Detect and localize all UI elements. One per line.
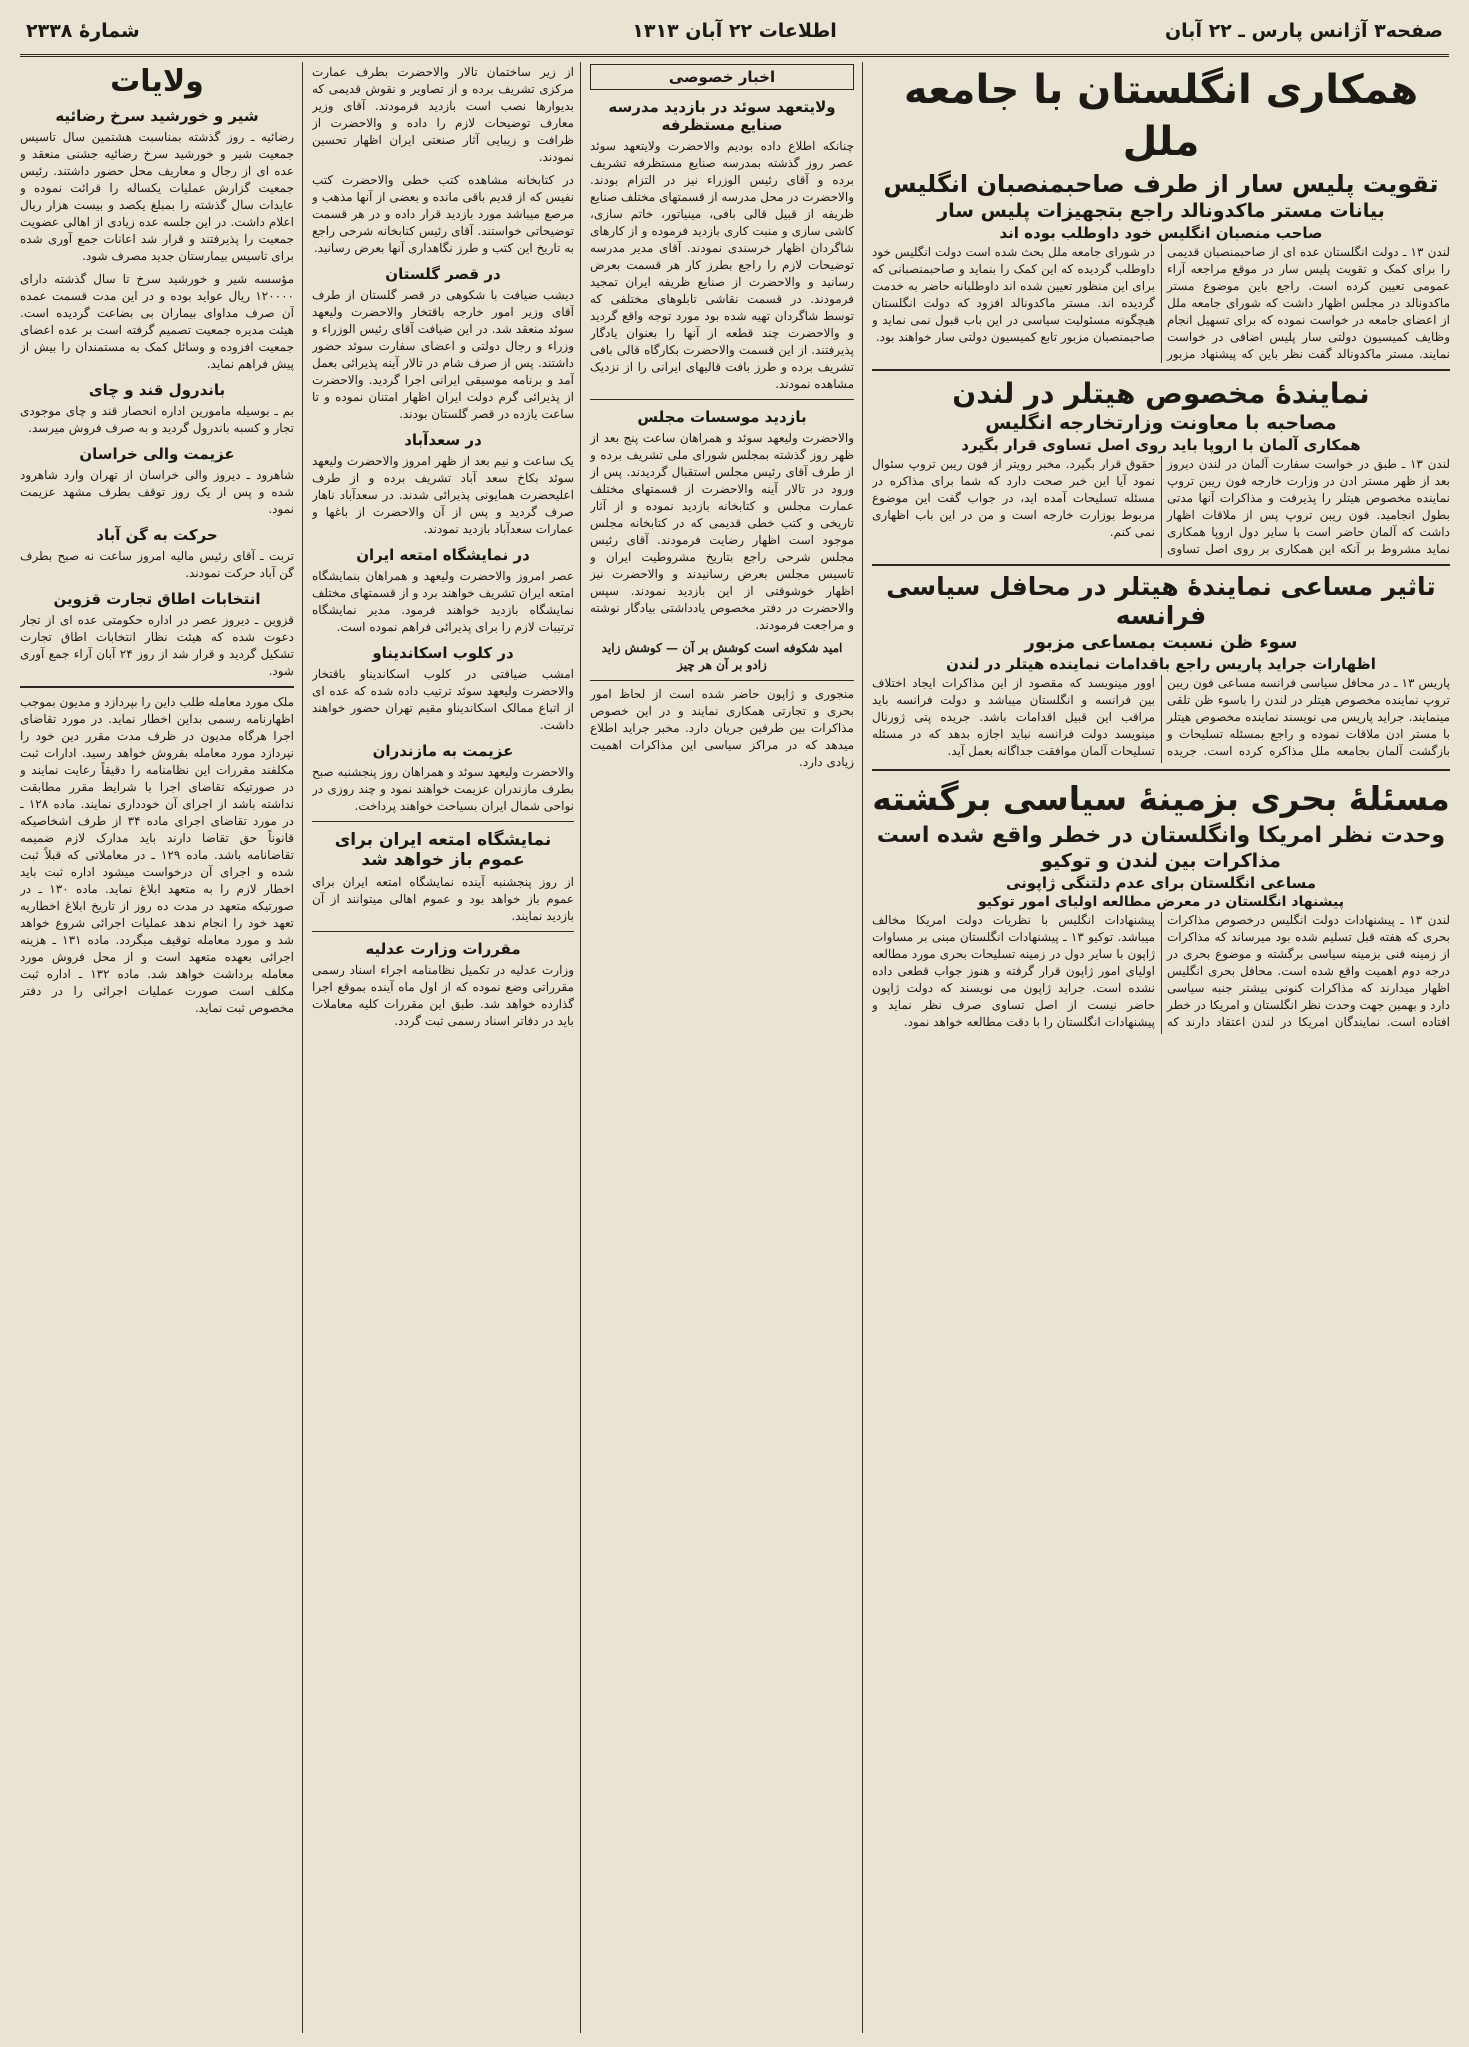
- red-lion-text: رضائیه ـ روز گذشته بمناسبت هشتمین سال تاسیس جمعیت شیر و خورشید سرخ رضائیه جشنی منعقد و عده ای از رجال و معاریف محل حضور داشتند. رئیس جمعیت گزارش عملیات یکساله را قرائت نموده و عایدات سال گذشته را بمبلغ یکصد و بیست هزار ریال اعلام داشت. در این جلسه عده زیادی از اهالی عضویت جمعیت را پذیرفتند و قرار شد اعانات جمع آوری شده برای تاسیس بیمارستان جدید مصرف شود.: [20, 130, 294, 263]
- red-lion-headline: شیر و خورشید سرخ رضائیه: [55, 107, 259, 125]
- justice-rules-headline: مقررات وزارت عدلیه: [365, 940, 521, 958]
- hitler-france-subheadline: سوء ظن نسبت بمساعی مزبور: [1024, 632, 1298, 653]
- section-separator: [872, 769, 1450, 771]
- column-divider: [580, 62, 581, 2033]
- naval-subheadline-3: مساعی انگلستان برای عدم دلتنگی ژاپونی: [1005, 874, 1316, 892]
- exhibition-open-text: از روز پنجشنبه آینده نمایشگاه امتعه ایران برای عموم باز خواهد بود و عموم اهالی میتوانند از آن بازدید نمایند.: [312, 875, 574, 923]
- section-separator: [590, 680, 854, 681]
- hitler-france-headline: تاثیر مساعی نمایندهٔ هیتلر در محافل سیاسی فرانسه: [886, 572, 1436, 630]
- museum-visit-body: [312, 64, 574, 257]
- exhibition-open-body: [312, 874, 574, 925]
- saadabad-text: یک ساعت و نیم بعد از ظهر امروز والاحضرت ولیعهد سوئد بکاخ سعد آباد تشریف برده و از طرف اعلیحضرت همایونی پذیرائی شدند. در سعدآباد ناهار صرف گردید و پس از آن والاحضرت از باغها و عمارات سعدآباد بازدید نمودند.: [312, 454, 574, 536]
- gonabad-text: تربت ـ آقای رئیس مالیه امروز ساعت نه صبح بطرف گن آباد حرکت نمودند.: [20, 549, 294, 580]
- scandinavian-club-text: امشب ضیافتی در کلوب اسکاندیناو باقتخار والاحضرت ولیعهد سوئد ترتیب داده شده که عده ای از اتباع ممالک اسکاندیناو مقیم تهران حضور خواهند داشت.: [312, 667, 574, 732]
- column-divider: [302, 62, 303, 2033]
- khorasan-governor-body: [20, 467, 294, 518]
- mazandaran-headline: عزیمت به مازندران: [372, 742, 514, 760]
- khorasan-governor-text: شاهرود ـ دیروز والی خراسان از تهران وارد شاهرود شده و پس از یک روز توقف بطرف مشهد عزیمت نمود.: [20, 468, 294, 516]
- main-subheadline-3: صاحب منصبان انگلیس خود داوطلب بوده اند: [999, 224, 1323, 242]
- hitler-france-body: [872, 675, 1450, 763]
- exhibition-headline: در نمایشگاه امتعه ایران: [356, 546, 530, 564]
- qazvin-chamber-body: [20, 612, 294, 680]
- sugar-tea-headline: باندرول قند و چای: [88, 381, 226, 399]
- mazandaran-body: [312, 764, 574, 815]
- naval-headline: مسئلهٔ بحری بزمینهٔ سیاسی برگشته: [872, 779, 1450, 818]
- naval-subheadline: وحدت نظر امریکا وانگلستان در خطر واقع شده است: [876, 823, 1446, 848]
- crown-prince-school-body: [590, 138, 854, 393]
- khorasan-governor-headline: عزیمت والی خراسان: [79, 445, 235, 463]
- qazvin-chamber-text: قزوین ـ دیروز عصر در اداره حکومتی عده ای از تجار دعوت شده که هیئت نظار انتخابات اطاق تجارت تشکیل گردید و قرار شد از روز ۲۴ آبان آراء جمع آوری شود.: [20, 613, 294, 678]
- special-news-column: [590, 64, 854, 2034]
- saadabad-body: [312, 453, 574, 538]
- exhibition-open-headline: نمایشگاه امتعه ایران برای عموم باز خواهد شد: [334, 830, 552, 870]
- hitler-envoy-headline: نمایندهٔ مخصوص هیتلر در لندن: [952, 377, 1370, 410]
- section-separator: [872, 564, 1450, 566]
- manchuria-text: منجوری و ژاپون حاضر شده است از لحاظ امور بحری و تجارتی همکاری نمایند و در این خصوص مذاکرات بین طرفین جریان دارد. مخبر جراید اطلاع میدهد که در مراکز سیاسی این مذاکرات اهمیت زیادی دارد.: [590, 687, 854, 769]
- crown-prince-school-text: چنانکه اطلاع داده بودیم والاحضرت ولایتعهد سوئد عصر روز گذشته بمدرسه صنایع مستظرفه تشریف برده و آقای رئیس الوزراء نیز در التزام بودند. والاحضرت در محل مدرسه از قسمتهای مختلف صنایع ظریفه از قبیل قالی بافی، مینیاتور، خاتم سازی، کاشی سازی و منبت کاری بازدید فرموده و از کارهای شاگردان اظهار خرسندی نمودند. آقای مدیر مدرسه توضیحات لازم را راجع بطرز کار هر قسمت بعرض رسانید و والاحضرت از صنایع ظریفه ایران تمجید فرمودند. در قسمت نقاشی تابلوهای مختلفی که توسط شاگردان تهیه شده بود مورد توجه واقع گردید و والاحضرت چند قطعه از آنها را بعنوان یادگار پذیرفتند. از این قسمت والاحضرت بکارگاه قالی بافی تشریف برده و طرز بافت قالیهای ایرانی را از نزدیک مشاهده نمودند.: [590, 139, 854, 391]
- naval-text: لندن ۱۳ ـ پیشنهادات دولت انگلیس درخصوص مذاکرات بحری که هفته قبل تسلیم شده بود میرساند که مذاکرات از زمینه فنی بزمینه سیاسی برگشته و موضوع بحری در درجه دوم اهمیت واقع شده است. محافل بحری انگلیس اظهار میدارند که مذاکرات کنونی بیشتر جنبه سیاسی دارد و بهمین جهت وحدت نظر انگلستان و امریکا در خطر افتاده است. نمایندگان امریکا در لندن اعتقاد دارند که پیشنهادات انگلیس با نظریات دولت امریکا مخالف میباشد. توکیو ۱۳ ـ پیشنهادات انگلستان مبنی بر مساوات ژاپون با سایر دول در زمینه تسلیحات بحری مورد مطالعه اولیای امور ژاپون قرار گرفته و هنوز جواب قطعی داده نشده است. جراید ژاپون می نویسند که دولت ژاپون حاضر نیست از اصل تساوی صرف نظر نماید و پیشنهادات انگلستان را با دقت مطالعه خواهد نمود.: [872, 913, 1450, 1029]
- naval-body: [872, 912, 1450, 1034]
- main-subheadline-2: بیانات مستر ماکدونالد راجع بتجهیزات پلیس سار: [937, 200, 1385, 222]
- gonabad-headline: حرکت به گن آباد: [96, 526, 218, 544]
- justice-rules-body: [312, 962, 574, 1030]
- naval-subheadline-2: مذاکرات بین لندن و توکیو: [1041, 850, 1281, 872]
- hitler-envoy-text: لندن ۱۳ ـ طبق در خواست سفارت آلمان در لندن دیروز بعد از ظهر مستر ادن در وزارت خارجه فون ریبن تروپ نماینده مخصوص هیتلر را پذیرفت و مذاکرات آنها مدتی بطول انجامید. فون ریبن تروپ پس از ملاقات اظهار داشت که آلمان حاضر است با سایر دول اروپا همکاری نماید مشروط بر آنکه این همکاری بر روی اصل تساوی حقوق قرار بگیرد. مخبر رویتر از فون ریبن تروپ سئوال نمود آیا این خبر صحت دارد که شما برای مذاکره در مسئله تسلیحات آمده اید، در جواب گفت این موضوع مربوط بوزارت خارجه است و من در این باب اظهاری نمی کنم.: [872, 457, 1450, 556]
- crown-prince-column: [312, 64, 574, 2034]
- parliament-visit-text: والاحضرت ولیعهد سوئد و همراهان ساعت پنج بعد از ظهر روز گذشته بمجلس شورای ملی تشریف برده و از طرف آقای رئیس مجلس استقبال گردیدند. پس از ورود در تالار آینه والاحضرت از قسمتهای مختلف عمارت مجلس و کتابخانه بازدید نموده و از آثار تاریخی و کتب خطی قدیمی که در کتابخانه مجلس موجود است اظهار رضایت فرمودند. آقای رئیس مجلس شرحی راجع بتاریخ مشروطیت ایران و تاسیس مجلس بعرض رسانیدند و والاحضرت نیز اظهار خوشوقتی از این بازدید نمودند. سپس والاحضرت در دفتر مخصوص یادداشتی بیادگار نوشته و مراجعت فرمودند.: [590, 431, 854, 632]
- masthead-issue-number: شمارهٔ ۲۳۳۸: [26, 20, 140, 42]
- main-story-body: [872, 244, 1450, 363]
- hitler-envoy-subheadline-2: همکاری آلمان با اروپا باید روی اصل تساوی قرار بگیرد: [961, 436, 1361, 454]
- section-separator: [312, 931, 574, 932]
- naval-subheadline-4: پیشنهاد انگلستان در معرض مطالعه اولیای امور توکیو: [978, 894, 1344, 910]
- sugar-tea-text: بم ـ بوسیله مامورین اداره انحصار قند و چای موجودی تجار و کسبه باندرول گردید و به صرف فروش میرسد.: [20, 404, 294, 435]
- masthead: [20, 10, 1449, 57]
- gonabad-body: [20, 548, 294, 582]
- hitler-envoy-body: [872, 456, 1450, 558]
- provinces-title: ولایات: [110, 64, 204, 99]
- main-story-text: لندن ۱۳ ـ دولت انگلستان عده ای از صاحبمنصبان قدیمی را برای کمک و تقویت پلیس سار در موقع مراجعه آراء عمومی تعیین کرده است. راجع باین موضوع مستر ماکدونالد در مجلس اظهار داشت که شورای جامعه ملل از اعضای جامعه در خواست نموده که برای تسهیل انجام وظایف کمیسیون دولتی سار پلیس اضافی در خواست نمایند. مستر ماکدونالد گفت نظر باین که پیشنهاد مزبور در شورای جامعه ملل بحث شده است دولت انگلیس خود داوطلب گردیده که این کمک را بنماید و صاحبمنصبانی که برای این منظور تعیین شده اند داوطلبانه حاضر به خدمت گردیده اند. مستر ماکدونالد افزود که دولت انگلستان هیچگونه مسئولیت سیاسی در این باب قبول نمی نماید و صاحبمنصبان مزبور تابع کمیسیون دولتی سار خواهند بود.: [872, 245, 1450, 361]
- special-news-title: اخبار خصوصی: [590, 64, 854, 90]
- library-visit-text: در کتابخانه مشاهده کتب خطی والاحضرت کتب نفیس که از قدیم باقی مانده و بعضی از آنها مذهب و مرصع میباشد مورد بازدید قرار داده و در هر قسمت توضیحاتی خواستند. آقای رئیس کتابخانه شرحی راجع به تاریخ این کتب و طرز نگاهداری آنها بعرض رسانید.: [312, 173, 574, 255]
- section-separator: [20, 686, 294, 688]
- provinces-column: [20, 64, 294, 2034]
- section-separator: [590, 399, 854, 400]
- column-divider: [862, 62, 863, 2033]
- golestan-body: [312, 287, 574, 423]
- red-lion-body: [20, 129, 294, 373]
- crown-prince-school-headline: ولایتعهد سوئد در بازدید مدرسه صنایع مستظرفه: [608, 98, 836, 134]
- parliament-visit-headline: بازدید موسسات مجلس: [637, 408, 807, 426]
- masthead-paper-title: اطلاعات ۲۲ آبان ۱۳۱۳: [632, 20, 837, 42]
- scandinavian-club-headline: در کلوب اسکاندیناو: [372, 644, 514, 662]
- qazvin-chamber-headline: انتخابات اطاق تجارت قزوین: [53, 590, 261, 608]
- parliament-visit-body: [590, 430, 854, 674]
- sugar-tea-body: [20, 403, 294, 437]
- golestan-text: دیشب ضیافت با شکوهی در قصر گلستان از طرف آقای وزیر امور خارجه باقتخار والاحضرت ولیعهد سوئد منعقد شد. در این ضیافت آقای رئیس الوزراء و وزراء و رجال دولتی و اعضای سفارت سوئد حضور داشتند. پس از صرف شام در تالار آینه پذیرائی بعمل آمد و برنامه موسیقی ایرانی اجرا گردید. والاحضرت از پذیرائی گرم دولت ایران اظهار امتنان نموده و تا ساعت یازده در قصر گلستان بودند.: [312, 288, 574, 421]
- section-separator: [872, 369, 1450, 371]
- exhibition-text: عصر امروز والاحضرت ولیعهد و همراهان بنمایشگاه امتعه ایران تشریف خواهند برد و از قسمتهای مختلف نمایشگاه بازدید خواهند فرمود. مدیر نمایشگاه ترتیبات لازم را برای پذیرائی فراهم نموده است.: [312, 569, 574, 634]
- masthead-page-date: صفحه۳ آژانس پارس ـ ۲۲ آبان: [1164, 20, 1443, 42]
- main-headline: همکاری انگلستان با جامعه ملل: [903, 67, 1419, 165]
- hitler-envoy-subheadline: مصاحبه با معاونت وزارتخارجه انگلیس: [985, 412, 1337, 434]
- section-separator: [312, 821, 574, 822]
- hitler-france-subheadline-2: اظهارات جراید پاریس راجع باقدامات نماینده هیتلر در لندن: [946, 655, 1376, 673]
- poem-line: امید شکوفه است کوشش بر آن — کوشش زاید زادو بر آن هر چیز: [601, 641, 843, 672]
- mazandaran-text: والاحضرت ولیعهد سوئد و همراهان روز پنجشنبه صبح بطرف مازندران عزیمت خواهند نمود و چند روزی در نواحی شمال ایران بسیاحت خواهند پرداخت.: [312, 765, 574, 813]
- scandinavian-club-body: [312, 666, 574, 734]
- justice-rules-text: وزارت عدلیه در تکمیل نظامنامه اجراء اسناد رسمی مقرراتی وضع نموده که از اول ماه آینده بموقع اجرا گذارده خواهد شد. طبق این مقررات کلیه معاملات باید در دفاتر اسناد رسمی ثبت گردد.: [312, 963, 574, 1028]
- regulations-body: [20, 694, 294, 1017]
- main-news-column: [872, 64, 1450, 2034]
- golestan-headline: در قصر گلستان: [385, 265, 501, 283]
- hitler-france-text: پاریس ۱۳ ـ در محافل سیاسی فرانسه مساعی فون ریبن تروپ نماینده مخصوص هیتلر در لندن را باسوء ظن تلقی مینمایند. جراید پاریس می نویسند نماینده مخصوص هیتلر با مستر ادن ملاقات نموده و راجع بمسئله تسلیحات و بازگشت آلمان بجامعه ملل مذاکره کرده است. جریده اوور مینویسد که مقصود از این مذاکرات ایجاد اختلاف بین فرانسه و انگلستان میباشد و دولت فرانسه باید مراقب این قبیل اقدامات باشد. جریده پتی ژورنال مینویسد دولت فرانسه نباید اجازه بدهد که در مسئله تسلیحات آلمان موافقت جداگانه بعمل آید.: [872, 676, 1450, 758]
- museum-visit-text: از زیر ساختمان تالار والاحضرت بطرف عمارت مرکزی تشریف برده و از تصاویر و نقوش قدیمی که بدیوارها نصب است بازدید فرمودند. آقای وزیر معارف توضیحات لازم را داده و والاحضرت از ظرافت و زیبایی آثار صنعتی ایران اظهار تحسین نمودند.: [312, 65, 574, 164]
- red-lion-text-2: مؤسسه شیر و خورشید سرخ تا سال گذشته دارای ۱۲۰۰۰۰ ریال عواید بوده و در این مدت قسمت عمده آن صرف مداوای بیماران بی بضاعت گردیده است. هیئت مدیره جمعیت تصمیم گرفته است بر عده اعضای جمعیت افزوده و وسائل کمک به مستمندان را بیش از پیش فراهم نماید.: [20, 272, 294, 371]
- saadabad-headline: در سعدآباد: [404, 431, 482, 449]
- regulations-text: ملک مورد معامله طلب داین را بپردازد و مدیون بموجب اظهارنامه رسمی بداین اخطار نماید. در مورد تقاضای اجرا هرگاه مدیون در ظرف مدت مقرر دین خود را نپردازد مورد معامله بفروش خواهد رسید. ادارات ثبت مکلفند مقررات این نظامنامه را دقیقاً رعایت نمایند و در صورتیکه تقاضای اجرا با شرایط مقرر مطابقت نداشته باشد از اجرای آن خودداری نمایند. ماده ۱۲۸ ـ در مورد تقاضای اجرای ماده ۳۴ از طرف اشخاصیکه قانوناً حق تقاضا دارند باید مدارک لازم ضمیمه تقاضانامه باشد. ماده ۱۲۹ ـ در معاملاتی که قبلاً ثبت شده و اجرای آن درخواست میشود اداره ثبت باید اخطار لازم را به متعهد ابلاغ نماید. ماده ۱۳۰ ـ در صورتیکه متعهد در مدت ده روز از تاریخ ابلاغ اخطاریه تعهد خود را انجام ندهد عملیات اجرائی شروع خواهد شد و مورد معامله توقیف میگردد. ماده ۱۳۱ ـ هزینه اجرائی بعهده متعهد است و از محل فروش مورد معامله برداشت خواهد شد. ماده ۱۳۲ ـ اداره ثبت مکلف است صورت عملیات اجرائی را در دفتر مخصوص ثبت نماید.: [20, 695, 294, 1015]
- exhibition-body: [312, 568, 574, 636]
- manchuria-body: [590, 686, 854, 771]
- main-subheadline: تقویت پلیس سار از طرف صاحبمنصبان انگلیس: [883, 170, 1439, 198]
